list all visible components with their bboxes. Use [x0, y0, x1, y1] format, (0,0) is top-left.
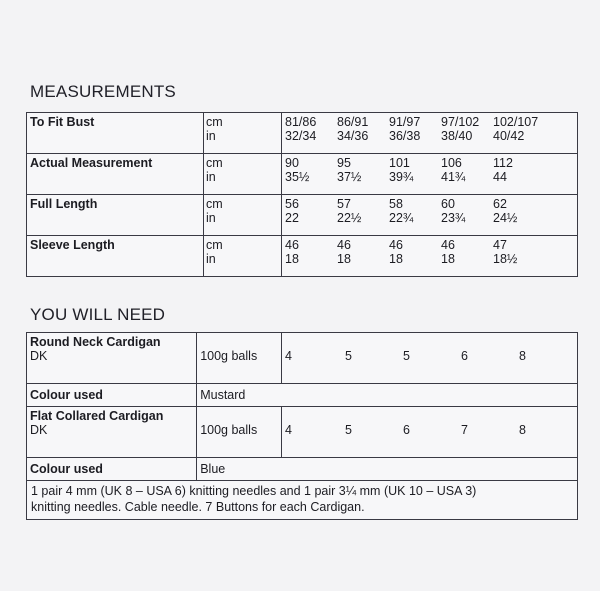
measurements-title: MEASUREMENTS	[30, 82, 176, 101]
needles-row	[27, 481, 578, 520]
size-column	[389, 238, 441, 266]
measurement-label: Sleeve Length	[27, 236, 204, 277]
in-value: 38/40	[441, 129, 473, 143]
in-value: 18	[389, 252, 403, 266]
measurement-label: Actual Measurement	[27, 154, 204, 195]
measurement-row	[27, 154, 578, 195]
ball-quantity: 8	[519, 423, 526, 437]
in-value: 18	[337, 252, 351, 266]
measurement-row	[27, 113, 578, 154]
size-column	[441, 115, 493, 143]
measurements-table	[26, 112, 578, 277]
in-value: 22¾	[389, 211, 414, 225]
yarn-weight: DK	[30, 423, 48, 437]
cm-value: 46	[441, 238, 455, 252]
in-value: 41¾	[441, 170, 466, 184]
size-column	[389, 156, 441, 184]
cm-value: 86/91	[337, 115, 369, 129]
colour-value: Blue	[197, 458, 578, 481]
ball-quantities	[282, 333, 578, 384]
yarn-label	[27, 407, 197, 458]
size-column	[337, 238, 389, 266]
in-value: 37½	[337, 170, 362, 184]
in-value: 34/36	[337, 129, 369, 143]
in-value: 36/38	[389, 129, 421, 143]
measurement-values	[282, 195, 578, 236]
in-value: 40/42	[493, 129, 525, 143]
cm-value: 97/102	[441, 115, 480, 129]
ball-quantity: 4	[285, 423, 292, 437]
ball-quantity: 8	[519, 349, 526, 363]
size-column	[389, 115, 441, 143]
ball-quantity: 5	[403, 349, 410, 363]
garment-name: Round Neck Cardigan	[30, 335, 161, 349]
measurement-values	[282, 113, 578, 154]
cm-value: 47	[493, 238, 507, 252]
measurement-units: cm in	[204, 195, 282, 236]
measurement-row	[27, 236, 578, 277]
you-will-need-title: YOU WILL NEED	[30, 305, 166, 324]
in-value: 35½	[285, 170, 310, 184]
cm-value: 112	[493, 156, 513, 170]
ball-unit: 100g balls	[197, 333, 282, 384]
colour-row	[27, 458, 578, 481]
ball-quantity: 4	[285, 349, 292, 363]
measurement-units: cm in	[204, 236, 282, 277]
yarn-row	[27, 407, 578, 458]
cm-value: 56	[285, 197, 299, 211]
measurement-units: cm in	[204, 154, 282, 195]
in-value: 22	[285, 211, 299, 225]
cm-value: 46	[337, 238, 351, 252]
cm-value: 81/86	[285, 115, 317, 129]
yarn-label	[27, 333, 197, 384]
in-value: 22½	[337, 211, 362, 225]
measurement-values	[282, 154, 578, 195]
in-value: 24½	[493, 211, 518, 225]
measurement-label: To Fit Bust	[27, 113, 204, 154]
cm-value: 62	[493, 197, 507, 211]
size-column	[441, 156, 493, 184]
size-column	[285, 156, 337, 184]
cm-value: 58	[389, 197, 403, 211]
colour-label: Colour used	[27, 458, 197, 481]
in-value: 18½	[493, 252, 518, 266]
size-column	[493, 197, 545, 225]
cm-value: 95	[337, 156, 351, 170]
yarn-weight: DK	[30, 349, 48, 363]
measurement-values	[282, 236, 578, 277]
colour-row	[27, 384, 578, 407]
garment-name: Flat Collared Cardigan	[30, 409, 164, 423]
size-column	[285, 238, 337, 266]
measurement-label: Full Length	[27, 195, 204, 236]
in-value: 32/34	[285, 129, 317, 143]
ball-quantity: 5	[345, 349, 352, 363]
cm-value: 101	[389, 156, 410, 170]
cm-value: 57	[337, 197, 351, 211]
in-value: 18	[441, 252, 455, 266]
cm-value: 46	[285, 238, 299, 252]
in-value: 44	[493, 170, 507, 184]
size-column	[337, 115, 389, 143]
ball-quantity: 7	[461, 423, 468, 437]
size-column	[285, 115, 337, 143]
size-column	[337, 156, 389, 184]
cm-value: 102/107	[493, 115, 539, 129]
ball-quantity: 5	[345, 423, 352, 437]
size-column	[493, 238, 545, 266]
colour-label: Colour used	[27, 384, 197, 407]
ball-unit: 100g balls	[197, 407, 282, 458]
ball-quantity: 6	[403, 423, 410, 437]
colour-value: Mustard	[197, 384, 578, 407]
size-column	[389, 197, 441, 225]
ball-quantity: 6	[461, 349, 468, 363]
cm-value: 60	[441, 197, 455, 211]
size-column	[441, 197, 493, 225]
size-column	[493, 156, 545, 184]
size-column	[493, 115, 545, 143]
in-value: 39¾	[389, 170, 414, 184]
size-column	[337, 197, 389, 225]
materials-table	[26, 332, 578, 520]
cm-value: 90	[285, 156, 299, 170]
measurement-row	[27, 195, 578, 236]
in-value: 18	[285, 252, 299, 266]
yarn-row	[27, 333, 578, 384]
cm-value: 46	[389, 238, 403, 252]
cm-value: 106	[441, 156, 462, 170]
in-value: 23¾	[441, 211, 466, 225]
measurement-units: cm in	[204, 113, 282, 154]
size-column	[285, 197, 337, 225]
size-column	[441, 238, 493, 266]
ball-quantities	[282, 407, 578, 458]
needles-text: 1 pair 4 mm (UK 8 – USA 6) knitting needles and 1 pair 3¼ mm (UK 10 – USA 3) knitting needles. Cable needle. 7 Buttons for each Cardigan.	[27, 481, 578, 520]
cm-value: 91/97	[389, 115, 421, 129]
